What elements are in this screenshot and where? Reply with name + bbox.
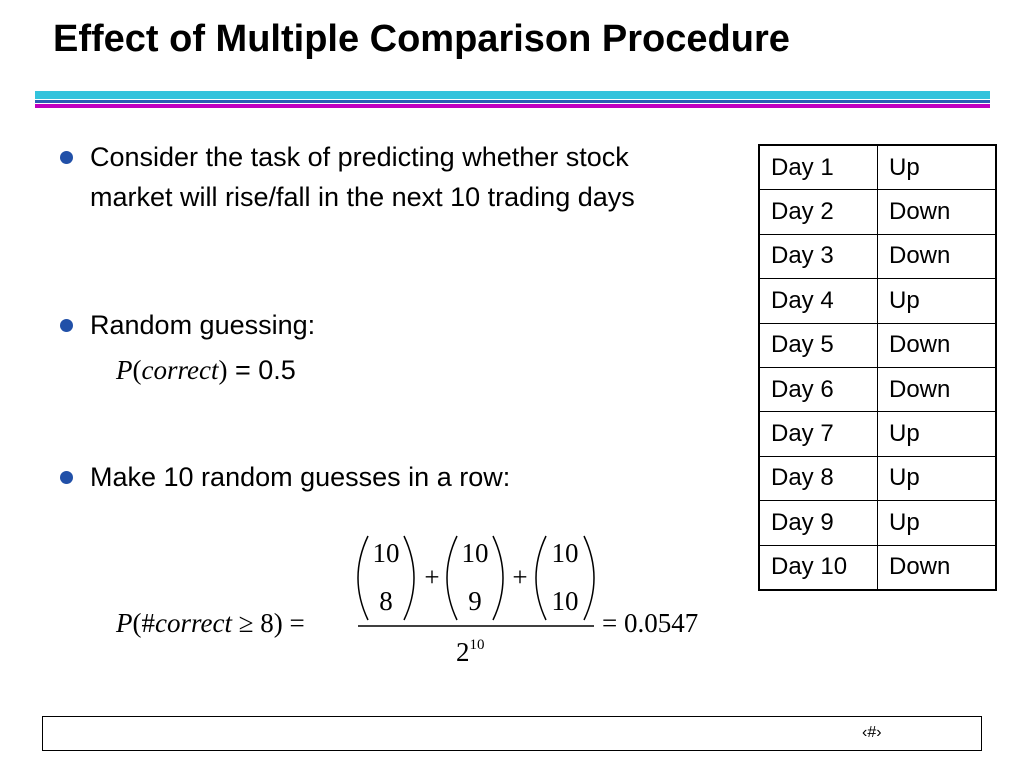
direction-cell: Up [878, 456, 997, 500]
binomial-left-paren [447, 536, 457, 620]
direction-cell: Down [878, 234, 997, 278]
binomial-left-paren [358, 536, 368, 620]
day-cell: Day 7 [759, 412, 878, 456]
denominator-base: 2 [456, 637, 470, 667]
binomial-bottom: 9 [468, 586, 482, 616]
denominator-exponent: 10 [469, 637, 485, 653]
day-cell: Day 8 [759, 456, 878, 500]
table-row [759, 367, 996, 411]
day-cell: Day 3 [759, 234, 878, 278]
binomial-bottom: 8 [379, 586, 393, 616]
binomial-top: 10 [372, 538, 400, 568]
day-cell: Day 10 [759, 545, 878, 590]
plus-sign: + [424, 562, 440, 592]
binomial-right-paren [493, 536, 503, 620]
table-row [759, 323, 996, 367]
formula-lhs-var: correct [155, 608, 232, 638]
day-cell: Day 4 [759, 279, 878, 323]
binomial-formula [110, 528, 740, 678]
direction-cell: Down [878, 545, 997, 590]
table-row [759, 145, 996, 190]
day-cell: Day 6 [759, 367, 878, 411]
table-row [759, 501, 996, 545]
formula-result: = 0.0547 [602, 608, 699, 638]
days-table-body [759, 145, 996, 590]
direction-cell: Down [878, 190, 997, 234]
direction-cell: Down [878, 323, 997, 367]
day-cell: Day 9 [759, 501, 878, 545]
bullet-dot-icon [60, 151, 73, 164]
direction-cell: Down [878, 367, 997, 411]
slide-number: ‹#› [862, 724, 882, 741]
denominator [456, 637, 485, 667]
binomial-left-paren [536, 536, 546, 620]
footer-box [42, 716, 982, 751]
bullet-dot-icon [60, 319, 73, 332]
bullet-dot-icon [60, 471, 73, 484]
direction-cell: Up [878, 412, 997, 456]
table-row [759, 190, 996, 234]
direction-cell: Up [878, 501, 997, 545]
probability-equation [116, 355, 296, 386]
plus-sign: + [512, 562, 528, 592]
binomial-right-paren [584, 536, 594, 620]
formula-lhs-rest: ≥ 8) = [231, 608, 305, 638]
direction-cell: Up [878, 145, 997, 190]
eq-rhs: = 0.5 [227, 355, 296, 385]
eq-p: P [116, 355, 133, 385]
bullet-text: Make 10 random guesses in a row: [90, 462, 511, 492]
table-row [759, 279, 996, 323]
table-row [759, 456, 996, 500]
table-row [759, 234, 996, 278]
bullet-text: Consider the task of predicting whether stock market will rise/fall in the next 10 trading days [90, 142, 635, 212]
binomial-bottom: 10 [551, 586, 579, 616]
bullet-text: Random guessing: [90, 310, 316, 340]
binomial-top: 10 [461, 538, 489, 568]
day-cell: Day 5 [759, 323, 878, 367]
title-rule-cyan [35, 91, 990, 99]
formula-lhs [115, 608, 305, 638]
day-cell: Day 1 [759, 145, 878, 190]
day-cell: Day 2 [759, 190, 878, 234]
eq-arg: correct [141, 355, 219, 385]
binomial-2 [447, 536, 503, 620]
binomial-right-paren [404, 536, 414, 620]
eq-open-paren: ( [132, 355, 142, 385]
days-table [758, 144, 997, 591]
binomial-top: 10 [551, 538, 579, 568]
direction-cell: Up [878, 279, 997, 323]
binomial-3 [536, 536, 594, 620]
title-rule-magenta [35, 104, 990, 108]
eq-close-paren: ) [218, 355, 228, 385]
table-row [759, 412, 996, 456]
slide-title: Effect of Multiple Comparison Procedure [53, 18, 790, 60]
binomial-1 [358, 536, 414, 620]
table-row [759, 545, 996, 590]
formula-lhs-arg: (# [132, 608, 155, 638]
title-rule-blue [35, 100, 990, 103]
formula-lhs-p: P [116, 608, 133, 638]
